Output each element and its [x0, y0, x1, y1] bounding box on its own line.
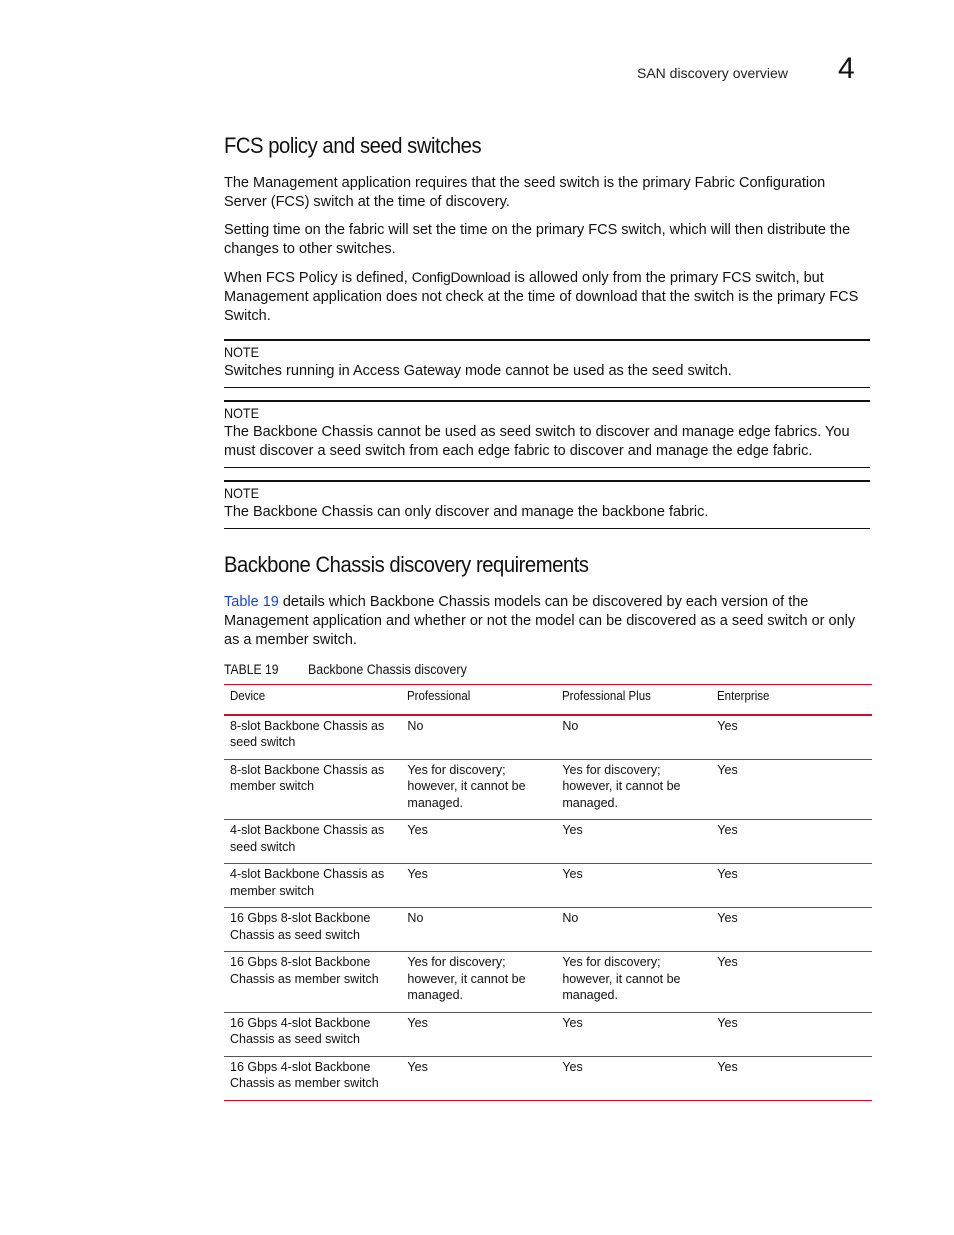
fcs-heading: FCS policy and seed switches [224, 133, 482, 158]
table-caption-number: TABLE 19 [224, 662, 279, 677]
cell-enterprise: Yes [717, 762, 738, 777]
fcs-paragraph-1: The Management application requires that the seed switch is the primary Fabric Configuration Server (FCS) switch at the time of discovery. [224, 175, 826, 210]
cell-device: 16 Gbps 4-slot Backbone Chassis as seed switch [230, 1015, 371, 1046]
table-row [224, 1012, 872, 1056]
table-row [224, 1056, 872, 1100]
configdownload-command: ConfigDownload [411, 269, 511, 285]
table-19-link[interactable]: Table 19 [224, 594, 279, 610]
cell-professional: Yes [407, 1015, 428, 1030]
cell-professional-plus: Yes [562, 1059, 583, 1074]
table-caption-title: Backbone Chassis discovery [308, 662, 467, 677]
backbone-discovery-table [224, 684, 872, 1101]
backbone-intro-rest: details which Backbone Chassis models can be discovered by each version of the Management application and whether or not the model can be discovered as a seed switch or only as a member switch. [224, 594, 856, 648]
table-row [224, 759, 872, 820]
note-box-3 [224, 480, 870, 529]
cell-professional-plus: No [562, 718, 579, 733]
column-header-enterprise: Enterprise [717, 689, 770, 703]
cell-enterprise: Yes [717, 823, 738, 837]
cell-enterprise: Yes [717, 718, 738, 733]
note-title: NOTE [224, 344, 260, 360]
cell-device: 16 Gbps 4-slot Backbone Chassis as member switch [230, 1059, 379, 1090]
table-row [224, 820, 872, 864]
table-caption [224, 662, 481, 677]
cell-professional: Yes [407, 1059, 428, 1074]
cell-device: 4-slot Backbone Chassis as member switch [230, 867, 385, 898]
table-row [224, 952, 872, 1013]
table-row [224, 715, 872, 760]
fcs-paragraph-3 [224, 268, 870, 326]
cell-professional: Yes for discovery; however, it cannot be managed. [407, 762, 526, 810]
running-header-section: SAN discovery overview [637, 65, 788, 81]
cell-enterprise: Yes [717, 867, 738, 881]
fcs-p3-before: When FCS Policy is defined, [224, 270, 412, 286]
cell-professional: No [407, 911, 424, 925]
note-title: NOTE [224, 405, 260, 421]
fcs-paragraph-2: Setting time on the fabric will set the time on the primary FCS switch, which will then distribute the changes to other switches. [224, 222, 851, 257]
cell-professional: Yes [407, 867, 428, 881]
table-row [224, 908, 872, 952]
column-header-device: Device [230, 689, 266, 703]
note-box-2 [224, 400, 870, 468]
cell-professional-plus: Yes [562, 867, 583, 881]
cell-professional-plus: No [562, 911, 579, 925]
cell-device: 16 Gbps 8-slot Backbone Chassis as member switch [230, 955, 379, 986]
note-title: NOTE [224, 485, 260, 501]
cell-professional: Yes for discovery; however, it cannot be managed. [407, 955, 526, 1002]
cell-device: 16 Gbps 8-slot Backbone Chassis as seed switch [230, 911, 371, 942]
cell-device: 8-slot Backbone Chassis as member switch [230, 762, 385, 793]
note-text: The Backbone Chassis cannot be used as seed switch to discover and manage edge fabrics. You must discover a seed switch from each edge fabric to discover and manage the edge fabric. [224, 424, 850, 459]
cell-enterprise: Yes [717, 911, 738, 925]
table-header-row [224, 685, 872, 715]
cell-enterprise: Yes [717, 1059, 738, 1074]
note-box-1 [224, 339, 870, 388]
backbone-intro [224, 593, 870, 650]
fcs-p3-after: is allowed only from the primary FCS switch, but Management application does not check at the time of download that the switch is the primary FCS Switch. [224, 270, 859, 324]
cell-enterprise: Yes [717, 955, 738, 969]
note-text: The Backbone Chassis can only discover and manage the backbone fabric. [224, 504, 709, 520]
cell-professional-plus: Yes [562, 823, 583, 837]
table-row [224, 864, 872, 908]
column-header-professional: Professional [407, 689, 471, 703]
cell-professional-plus: Yes [562, 1015, 583, 1030]
column-header-professional-plus: Professional Plus [562, 689, 652, 703]
backbone-heading: Backbone Chassis discovery requirements [224, 552, 589, 577]
cell-professional-plus: Yes for discovery; however, it cannot be managed. [562, 955, 681, 1002]
note-text: Switches running in Access Gateway mode cannot be used as the seed switch. [224, 363, 732, 379]
chapter-number: 4 [838, 52, 855, 85]
cell-enterprise: Yes [717, 1015, 738, 1030]
cell-professional: No [407, 718, 424, 733]
cell-device: 4-slot Backbone Chassis as seed switch [230, 823, 385, 854]
cell-professional: Yes [407, 823, 428, 837]
cell-professional-plus: Yes for discovery; however, it cannot be managed. [562, 762, 681, 810]
cell-device: 8-slot Backbone Chassis as seed switch [230, 718, 385, 749]
